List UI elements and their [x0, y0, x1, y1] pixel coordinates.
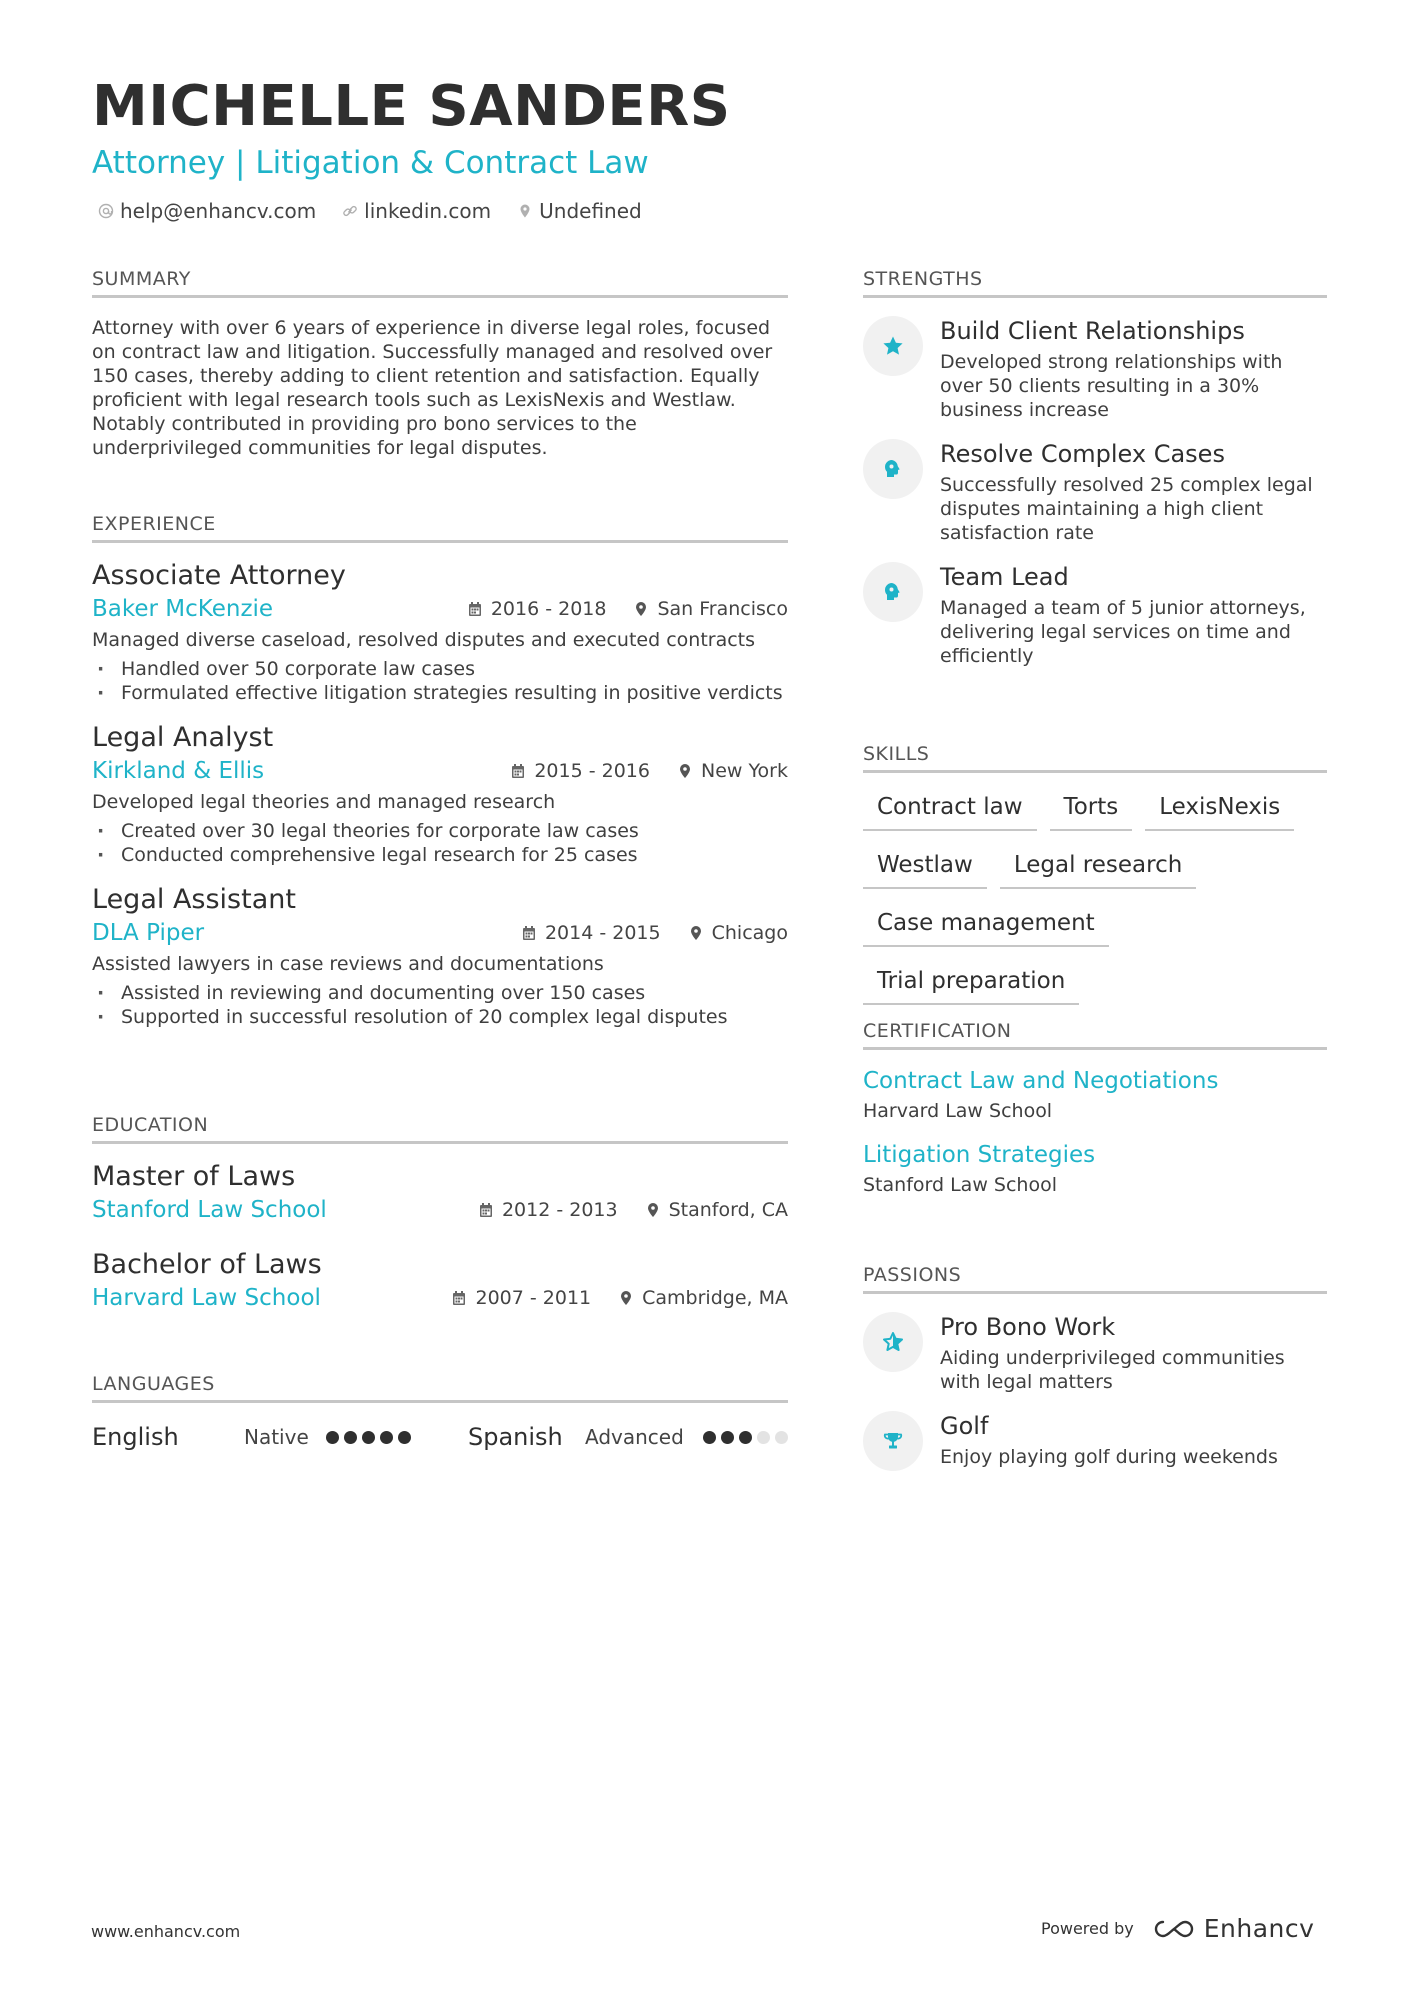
strength-item — [863, 439, 1327, 545]
language-level: Advanced — [585, 1425, 684, 1449]
language-name: English — [92, 1423, 179, 1451]
job-company: DLA Piper — [92, 920, 205, 946]
list-item: · Handled over 50 corporate law cases — [92, 657, 788, 681]
rating-dot — [703, 1431, 716, 1444]
edu-location: Stanford, CA — [668, 1199, 788, 1221]
footer-branding — [1041, 1914, 1314, 1943]
skill-tag: Torts — [1050, 787, 1133, 831]
calendar-icon — [452, 1290, 466, 1306]
list-item: · Created over 30 legal theories for corporate law cases — [92, 819, 788, 843]
email-text: help@enhancv.com — [120, 199, 317, 223]
brand-name: Enhancv — [1203, 1914, 1315, 1943]
degree: Master of Laws — [92, 1161, 296, 1192]
edu-dates: 2007 - 2011 — [475, 1287, 592, 1309]
location-text: Undefined — [539, 199, 642, 223]
job-bullets — [92, 657, 788, 705]
certification-issuer: Harvard Law School — [863, 1100, 1053, 1122]
contact-email[interactable] — [98, 199, 316, 223]
passions-section — [863, 1264, 1327, 1471]
linkedin-text: linkedin.com — [364, 199, 492, 223]
rating-dot — [398, 1431, 411, 1444]
location-pin-icon — [619, 1290, 633, 1306]
passion-title: Pro Bono Work — [940, 1313, 1116, 1341]
star-outline-icon — [881, 1330, 905, 1354]
skill-tag: Westlaw — [863, 845, 987, 889]
passion-title: Golf — [940, 1412, 989, 1440]
infinity-logo-icon — [1152, 1918, 1196, 1940]
list-item: · Conducted comprehensive legal research for 25 cases — [92, 843, 788, 867]
rating-dot — [344, 1431, 357, 1444]
education-section — [92, 1114, 788, 1311]
school: Harvard Law School — [92, 1285, 321, 1311]
strengths-heading: STRENGTHS — [863, 268, 1327, 298]
rating-dot — [739, 1431, 752, 1444]
skills-list — [863, 787, 1327, 1005]
education-heading: EDUCATION — [92, 1114, 788, 1144]
skills-section — [863, 743, 1327, 1005]
job-role: Legal Analyst — [92, 722, 274, 753]
calendar-icon — [522, 925, 536, 941]
job-description: Developed legal theories and managed research — [92, 791, 556, 813]
rating-dot — [721, 1431, 734, 1444]
certification-issuer: Stanford Law School — [863, 1174, 1057, 1196]
skill-tag: Case management — [863, 903, 1109, 947]
job-dates: 2015 - 2016 — [534, 760, 650, 782]
star-icon — [881, 334, 905, 358]
job-bullets — [92, 819, 788, 867]
certification-title: Litigation Strategies — [863, 1142, 1096, 1168]
rating-dot — [326, 1431, 339, 1444]
experience-item — [92, 722, 788, 867]
link-icon — [342, 203, 358, 219]
strength-description: Managed a team of 5 junior attorneys, delivering legal services on time and efficiently — [940, 597, 1306, 667]
contact-linkedin[interactable] — [342, 199, 491, 223]
experience-item — [92, 560, 788, 705]
footer-website[interactable]: www.enhancv.com — [91, 1922, 241, 1941]
job-dates: 2014 - 2015 — [544, 922, 661, 944]
skill-tag: LexisNexis — [1145, 787, 1294, 831]
list-item: · Assisted in reviewing and documenting over 150 cases — [92, 981, 788, 1005]
calendar-icon — [468, 601, 482, 617]
job-location: San Francisco — [657, 598, 788, 620]
language-rating — [703, 1431, 788, 1444]
at-icon — [98, 203, 114, 219]
education-item — [92, 1249, 788, 1311]
enhancv-logo[interactable] — [1152, 1914, 1315, 1943]
summary-heading: SUMMARY — [92, 268, 788, 298]
job-description: Managed diverse caseload, resolved disputes and executed contracts — [92, 629, 756, 651]
strength-title: Build Client Relationships — [940, 317, 1245, 345]
passion-item — [863, 1312, 1327, 1394]
contact-bar — [98, 199, 642, 223]
job-role: Associate Attorney — [92, 560, 346, 591]
strength-description: Developed strong relationships with over 50 clients resulting in a 30% business increase — [940, 351, 1283, 421]
languages-heading: LANGUAGES — [92, 1373, 788, 1403]
job-location: New York — [700, 760, 788, 782]
languages-row — [92, 1423, 788, 1451]
certification-section — [863, 1020, 1327, 1196]
experience-item — [92, 884, 788, 1029]
skills-heading: SKILLS — [863, 743, 1327, 773]
brain-icon — [881, 580, 905, 604]
certification-title: Contract Law and Negotiations — [863, 1068, 1219, 1094]
job-role: Legal Assistant — [92, 884, 296, 915]
location-pin-icon — [689, 925, 703, 941]
job-bullets — [92, 981, 788, 1029]
list-item: · Formulated effective litigation strategies resulting in positive verdicts — [92, 681, 788, 705]
skill-tag: Legal research — [1000, 845, 1196, 889]
calendar-icon — [511, 763, 525, 779]
location-pin-icon — [678, 763, 692, 779]
job-description: Assisted lawyers in case reviews and documentations — [92, 953, 604, 975]
edu-location: Cambridge, MA — [642, 1287, 788, 1309]
contact-location — [517, 199, 642, 223]
brain-icon — [881, 457, 905, 481]
strength-item — [863, 316, 1327, 422]
job-dates: 2016 - 2018 — [490, 598, 607, 620]
powered-by-label: Powered by — [1041, 1919, 1134, 1938]
rating-dot — [775, 1431, 788, 1444]
language-name: Spanish — [468, 1423, 563, 1451]
rating-dot — [757, 1431, 770, 1444]
languages-section — [92, 1373, 788, 1451]
rating-dot — [380, 1431, 393, 1444]
location-pin-icon — [646, 1202, 660, 1218]
trophy-icon — [881, 1429, 905, 1453]
certification-item — [863, 1068, 1327, 1122]
passion-description: Enjoy playing golf during weekends — [940, 1446, 1278, 1468]
passion-item — [863, 1411, 1327, 1471]
experience-section — [92, 513, 788, 1029]
location-pin-icon — [517, 203, 533, 219]
candidate-name: MICHELLE SANDERS — [92, 74, 731, 139]
school: Stanford Law School — [92, 1197, 327, 1223]
passion-description: Aiding underprivileged communities with legal matters — [940, 1347, 1285, 1393]
passions-heading: PASSIONS — [863, 1264, 1327, 1294]
skill-tag: Contract law — [863, 787, 1037, 831]
candidate-title: Attorney | Litigation & Contract Law — [92, 145, 649, 181]
language-level: Native — [244, 1425, 309, 1449]
skill-tag: Trial preparation — [863, 961, 1079, 1005]
certification-heading: CERTIFICATION — [863, 1020, 1327, 1050]
summary-section — [92, 268, 788, 460]
job-location: Chicago — [711, 922, 788, 944]
location-pin-icon — [634, 601, 648, 617]
degree: Bachelor of Laws — [92, 1249, 322, 1280]
language-item — [414, 1423, 788, 1451]
strength-title: Team Lead — [940, 563, 1069, 591]
summary-text: Attorney with over 6 years of experience in diverse legal roles, focused on contract law and litigation. Successfully managed and resolved over 150 cases, thereby adding to client retention and satisfaction. Equally proficient with legal research tools such as LexisNexis and Westlaw. Notably contributed in providing pro bono services to the underprivileged communities for legal disputes. — [92, 317, 773, 459]
strengths-section — [863, 268, 1327, 668]
education-item — [92, 1161, 788, 1223]
list-item: · Supported in successful resolution of 20 complex legal disputes — [92, 1005, 788, 1029]
rating-dot — [362, 1431, 375, 1444]
job-company: Kirkland & Ellis — [92, 758, 265, 784]
calendar-icon — [479, 1202, 493, 1218]
strength-title: Resolve Complex Cases — [940, 440, 1225, 468]
language-rating — [326, 1431, 411, 1444]
language-item — [92, 1423, 414, 1451]
strength-description: Successfully resolved 25 complex legal disputes maintaining a high client satisfaction rate — [940, 474, 1313, 544]
job-company: Baker McKenzie — [92, 596, 274, 622]
strength-item — [863, 562, 1327, 668]
certification-item — [863, 1142, 1327, 1196]
edu-dates: 2012 - 2013 — [501, 1199, 618, 1221]
experience-heading: EXPERIENCE — [92, 513, 788, 543]
